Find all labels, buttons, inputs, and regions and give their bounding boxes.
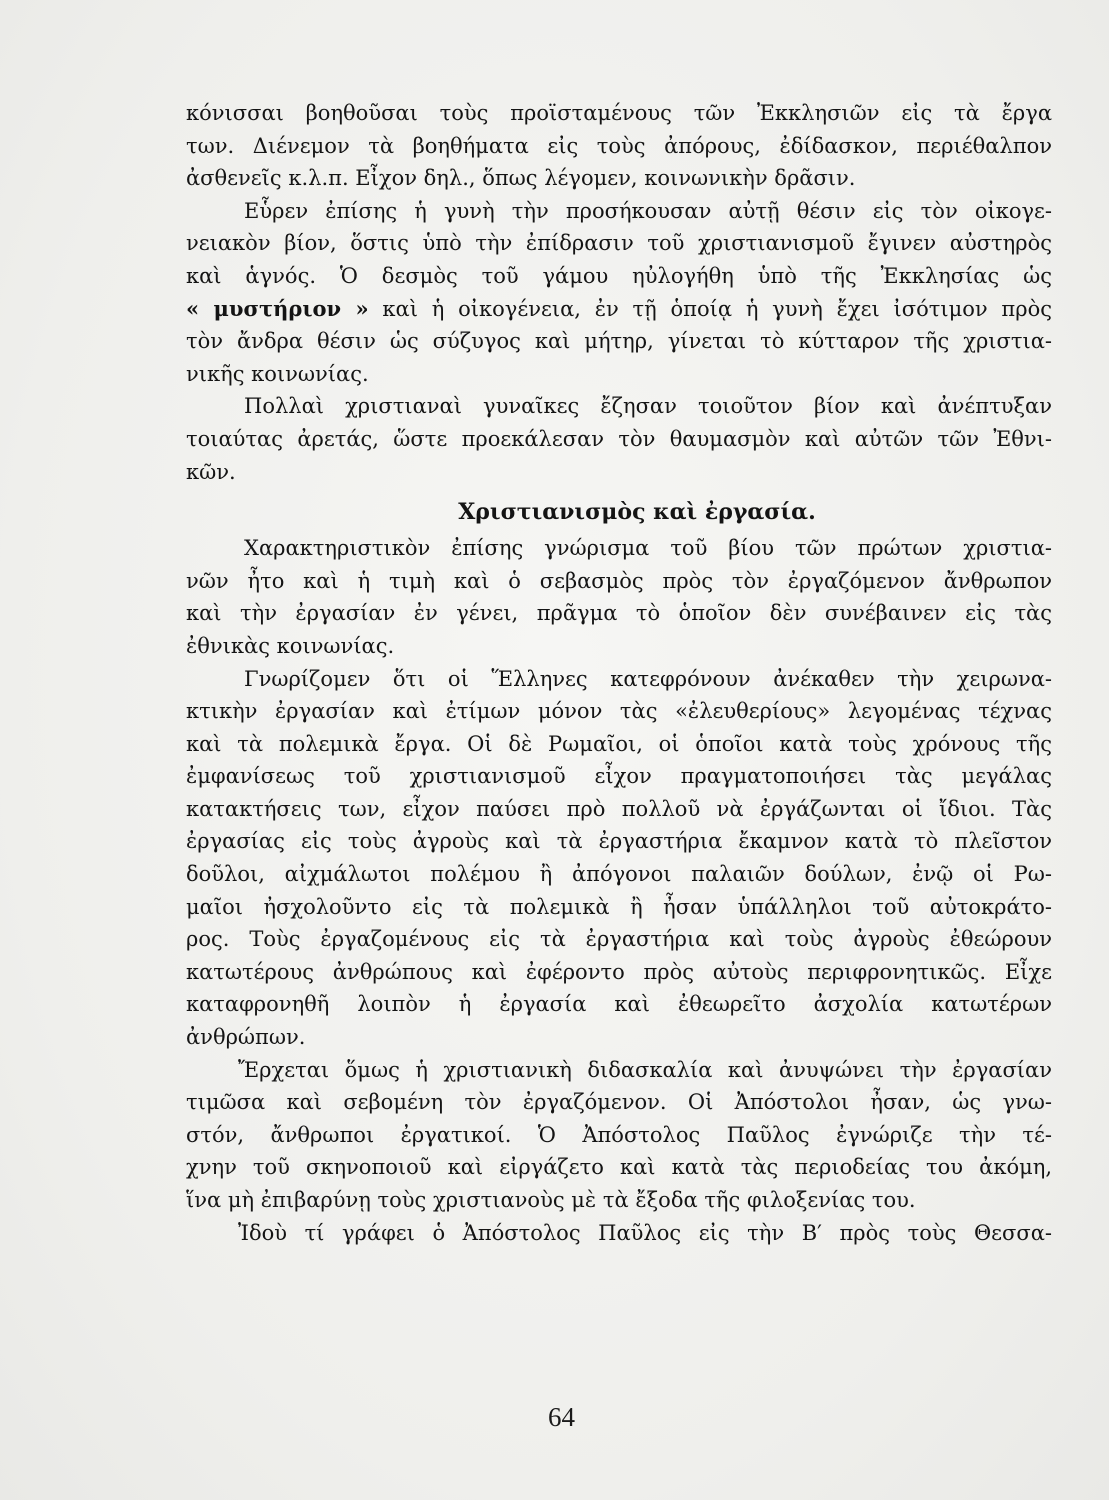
text-line: καὶ τὰ πολεμικὰ ἔργα. Οἱ δὲ Ρωμαῖοι, οἱ ὁποῖοι κατὰ τοὺς χρόνους τῆς — [186, 731, 1052, 756]
text-line: Πολλαὶ χριστιαναὶ γυναῖκες ἔζησαν τοιοῦτον βίον καὶ ἀνέπτυξαν — [244, 394, 1052, 419]
text-line: νειακὸν βίον, ὅστις ὑπὸ τὴν ἐπίδρασιν τοῦ χριστιανισμοῦ ἔγινεν αὐστηρὸς — [186, 231, 1052, 256]
text-line: στόν, ἄνθρωποι ἐργατικοί. Ὁ Ἀπόστολος Παῦλος ἐγνώριζε τὴν τέ- — [186, 1122, 1052, 1147]
text-line: ἵνα μὴ ἐπιβαρύνῃ τοὺς χριστιανοὺς μὲ τὰ ἔξοδα τῆς φιλοξενίας του. — [186, 1188, 916, 1212]
text-line: τὸν ἄνδρα θέσιν ὡς σύζυγος καὶ μήτηρ, γίνεται τὸ κύτταρον τῆς χριστια- — [186, 329, 1052, 354]
text-line-rest: καὶ ἡ οἰκογένεια, ἐν τῇ ὁποίᾳ ἡ γυνὴ ἔχει ἰσότιμον πρὸς — [382, 296, 1052, 321]
emphasis-word: « μυστήριον » — [186, 295, 369, 321]
text-line: καταφρονηθῆ λοιπὸν ἡ ἐργασία καὶ ἐθεωρεῖτο ἀσχολία κατωτέρων — [186, 992, 1052, 1017]
text-line: Γνωρίζομεν ὅτι οἱ Ἕλληνες κατεφρόνουν ἀνέκαθεν τὴν χειρωνα- — [244, 666, 1052, 691]
text-line: ἀσθενεῖς κ.λ.π. Εἶχον δηλ., ὅπως λέγομεν, κοινωνικὴν δρᾶσιν. — [186, 166, 856, 191]
text-line-with-emphasis — [186, 293, 1052, 326]
text-line: ρος. Τοὺς ἐργαζομένους εἰς τὰ ἐργαστήρια καὶ τοὺς ἀγροὺς ἐθεώρουν — [186, 927, 1052, 952]
text-line: των. Διένεμον τὰ βοηθήματα εἰς τοὺς ἀπόρους, ἐδίδασκον, περιέθαλπον — [186, 133, 1052, 158]
text-line: κατωτέρους ἀνθρώπους καὶ ἐφέροντο πρὸς αὐτοὺς περιφρονητικῶς. Εἶχε — [186, 959, 1052, 984]
text-line: μαῖοι ἠσχολοῦντο εἰς τὰ πολεμικὰ ἢ ἦσαν ὑπάλληλοι τοῦ αὐτοκράτο- — [186, 894, 1052, 919]
text-line: Ἔρχεται ὅμως ἡ χριστιανικὴ διδασκαλία καὶ ἀνυψώνει τὴν ἐργασίαν — [238, 1057, 1052, 1082]
page-number: 64 — [548, 1402, 575, 1432]
section-heading: Χριστιανισμὸς καὶ ἐργασία. — [458, 499, 816, 526]
text-line: ἐργασίας εἰς τοὺς ἀγροὺς καὶ τὰ ἐργαστήρια ἔκαμνον κατὰ τὸ πλεῖστον — [186, 829, 1052, 854]
text-line: Χαρακτηριστικὸν ἐπίσης γνώρισμα τοῦ βίου τῶν πρώτων χριστια- — [244, 536, 1052, 561]
text-line: κῶν. — [186, 459, 236, 484]
text-line: νικῆς κοινωνίας. — [186, 361, 369, 386]
text-line: κόνισσαι βοηθοῦσαι τοὺς προϊσταμένους τῶν Ἐκκλησιῶν εἰς τὰ ἔργα — [186, 101, 1052, 125]
text-line: ἐθνικὰς κοινωνίας. — [186, 633, 395, 658]
text-line: καὶ τὴν ἐργασίαν ἐν γένει, πρᾶγμα τὸ ὁποῖον δὲν συνέβαινεν εἰς τὰς — [186, 601, 1052, 626]
text-line: κατακτήσεις των, εἶχον παύσει πρὸ πολλοῦ νὰ ἐργάζωνται οἱ ἴδιοι. Τὰς — [186, 796, 1052, 821]
text-line: τοιαύτας ἀρετάς, ὥστε προεκάλεσαν τὸν θαυμασμὸν καὶ αὐτῶν τῶν Ἐθνι- — [186, 426, 1052, 451]
text-line: Ἰδοὺ τί γράφει ὁ Ἀπόστολος Παῦλος εἰς τὴν Β′ πρὸς τοὺς Θεσσα- — [238, 1220, 1052, 1245]
text-line: χνην τοῦ σκηνοποιοῦ καὶ εἰργάζετο καὶ κατὰ τὰς περιοδείας του ἀκόμη, — [186, 1155, 1052, 1180]
text-line: ἀνθρώπων. — [186, 1025, 306, 1050]
text-line: ἐμφανίσεως τοῦ χριστιανισμοῦ εἶχον πραγματοποιήσει τὰς μεγάλας — [186, 764, 1052, 789]
text-line: δοῦλοι, αἰχμάλωτοι πολέμου ἢ ἀπόγονοι παλαιῶν δούλων, ἐνῷ οἱ Ρω- — [186, 862, 1052, 887]
text-line: καὶ ἁγνός. Ὁ δεσμὸς τοῦ γάμου ηὐλογήθη ὑπὸ τῆς Ἐκκλησίας ὡς — [186, 263, 1052, 288]
text-line: κτικὴν ἐργασίαν καὶ ἐτίμων μόνον τὰς «ἐλευθερίους» λεγομένας τέχνας — [186, 699, 1052, 724]
text-line: τιμῶσα καὶ σεβομένη τὸν ἐργαζόμενον. Οἱ Ἀπόστολοι ἦσαν, ὡς γνω- — [186, 1090, 1052, 1115]
body-text — [186, 97, 1052, 1249]
text-line: νῶν ἦτο καὶ ἡ τιμὴ καὶ ὁ σεβασμὸς πρὸς τὸν ἐργαζόμενον ἄνθρωπον — [186, 568, 1052, 593]
text-line: Εὗρεν ἐπίσης ἡ γυνὴ τὴν προσήκουσαν αὐτῇ θέσιν εἰς τὸν οἰκογε- — [244, 198, 1052, 223]
